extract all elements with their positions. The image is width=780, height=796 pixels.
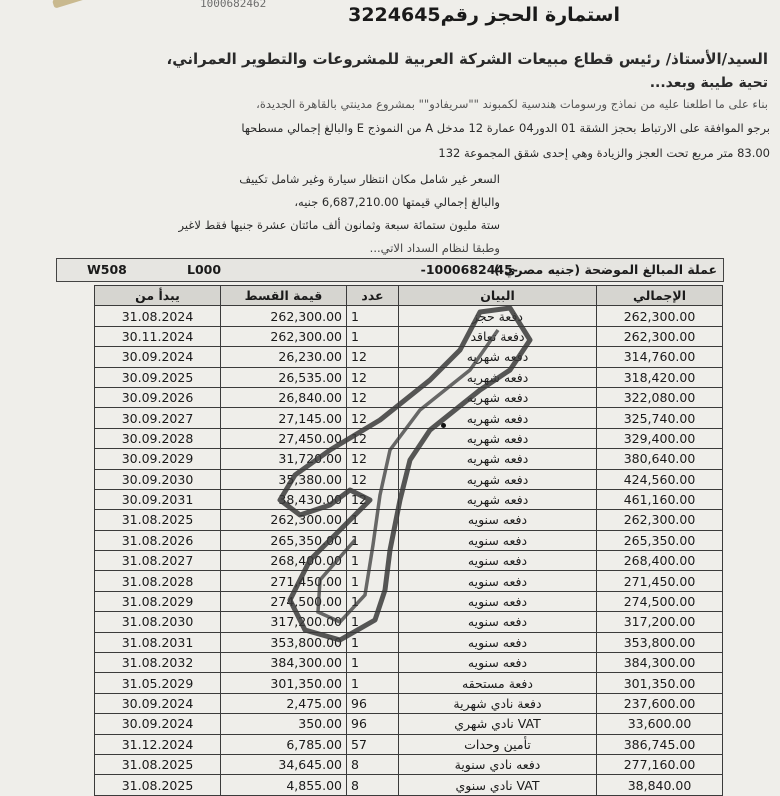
cell-total: 386,745.00 [597, 734, 723, 754]
cell-description: دفعة مستحقه [399, 673, 597, 693]
cell-total: 301,350.00 [597, 673, 723, 693]
cell-installment: 353,800.00 [221, 632, 347, 652]
cell-description: تأمين وحدات [399, 734, 597, 754]
table-row [95, 653, 723, 673]
cell-count: 12 [347, 469, 399, 489]
cell-date: 31.08.2030 [95, 612, 221, 632]
table-row [95, 530, 723, 550]
table-row [95, 734, 723, 754]
cell-description: دفعه شهريه [399, 387, 597, 407]
cell-total: 322,080.00 [597, 387, 723, 407]
cell-count: 1 [347, 510, 399, 530]
table-row [95, 469, 723, 489]
cell-count: 1 [347, 632, 399, 652]
cell-count: 12 [347, 347, 399, 367]
cell-total: 325,740.00 [597, 408, 723, 428]
cell-total: 38,840.00 [597, 775, 723, 795]
cell-count: 1 [347, 673, 399, 693]
cell-installment: 35,380.00 [221, 469, 347, 489]
cell-description: دفعة تعاقد [399, 326, 597, 346]
cell-count: 1 [347, 571, 399, 591]
cell-description: دفعه شهريه [399, 489, 597, 509]
cell-date: 31.08.2029 [95, 591, 221, 611]
cell-date: 31.05.2029 [95, 673, 221, 693]
table-row [95, 489, 723, 509]
cell-description: دفعه شهريه [399, 408, 597, 428]
cell-count: 12 [347, 428, 399, 448]
cell-count: 1 [347, 591, 399, 611]
cell-description: دفعه نادي سنوية [399, 754, 597, 774]
cell-total: 329,400.00 [597, 428, 723, 448]
cell-date: 30.09.2031 [95, 489, 221, 509]
cell-count: 1 [347, 551, 399, 571]
table-row [95, 591, 723, 611]
table-row [95, 387, 723, 407]
ink-dot [441, 423, 446, 428]
total-in-words-line: ستة مليون ستمائة سبعة وثمانون ألف مائتان عشرة جنيها فقط لاغير [178, 218, 500, 232]
cell-total: 424,560.00 [597, 469, 723, 489]
cell-installment: 301,350.00 [221, 673, 347, 693]
cell-installment: 4,855.00 [221, 775, 347, 795]
pen-tip [52, 0, 107, 9]
cell-count: 96 [347, 714, 399, 734]
table-row [95, 754, 723, 774]
cell-date: 30.09.2024 [95, 693, 221, 713]
cell-date: 31.08.2026 [95, 530, 221, 550]
cell-total: 262,300.00 [597, 306, 723, 326]
cell-installment: 265,350.00 [221, 530, 347, 550]
form-title: استمارة الحجز رقم3224645 [348, 4, 620, 26]
header-date: يبدأ من [95, 286, 221, 306]
letter-line-5: 83.00 متر مربع تحت العجز والزيادة وهي إحدى شقق المجموعة 132 [438, 146, 770, 160]
cell-total: 274,500.00 [597, 591, 723, 611]
addressee-line: السيد/الأستاذ/ رئيس قطاع مبيعات الشركة العربية للمشروعات والتطوير العمراني، [166, 50, 768, 68]
table-row [95, 449, 723, 469]
table-row [95, 673, 723, 693]
cell-description: دفعه شهريه [399, 449, 597, 469]
cell-date: 30.09.2029 [95, 449, 221, 469]
cell-description: دفعه سنويه [399, 530, 597, 550]
cell-date: 30.09.2030 [95, 469, 221, 489]
cell-installment: 262,300.00 [221, 510, 347, 530]
cell-installment: 31,720.00 [221, 449, 347, 469]
cell-date: 31.08.2027 [95, 551, 221, 571]
cell-installment: 317,200.00 [221, 612, 347, 632]
cell-date: 31.08.2028 [95, 571, 221, 591]
header-installment: قيمة القسط [221, 286, 347, 306]
cell-installment: 27,450.00 [221, 428, 347, 448]
cell-count: 1 [347, 653, 399, 673]
cell-total: 317,200.00 [597, 612, 723, 632]
cell-installment: 268,400.00 [221, 551, 347, 571]
table-row [95, 775, 723, 795]
cell-total: 380,640.00 [597, 449, 723, 469]
table-row [95, 510, 723, 530]
letter-line-4: برجو الموافقة على الارتباط بحجز الشقة 01 الدور04 عمارة 12 مدخل A من النموذج E والبالغ إجمالي مسطحها [241, 121, 770, 135]
cell-installment: 6,785.00 [221, 734, 347, 754]
cell-count: 96 [347, 693, 399, 713]
table-row [95, 428, 723, 448]
table-header-row [95, 286, 723, 306]
cell-date: 30.09.2027 [95, 408, 221, 428]
currency-bar-label: عملة المبالغ الموضحة (جنيه مصري ) [493, 262, 717, 277]
payment-schedule-table [94, 285, 723, 796]
cell-count: 1 [347, 306, 399, 326]
cell-installment: 26,840.00 [221, 387, 347, 407]
cell-installment: 34,645.00 [221, 754, 347, 774]
table-row [95, 326, 723, 346]
cell-description: دفعه سنويه [399, 551, 597, 571]
cell-total: 277,160.00 [597, 754, 723, 774]
table-row [95, 632, 723, 652]
table-row [95, 306, 723, 326]
cell-count: 1 [347, 612, 399, 632]
cell-installment: 26,230.00 [221, 347, 347, 367]
cell-total: 33,600.00 [597, 714, 723, 734]
cell-date: 31.08.2025 [95, 754, 221, 774]
table-row [95, 347, 723, 367]
table-row [95, 693, 723, 713]
cell-count: 12 [347, 408, 399, 428]
cell-total: 461,160.00 [597, 489, 723, 509]
greeting-line: تحية طيبة وبعد... [649, 75, 768, 91]
cell-count: 57 [347, 734, 399, 754]
cell-count: 12 [347, 449, 399, 469]
cell-date: 31.08.2031 [95, 632, 221, 652]
payment-system-line: وطبقا لنظام السداد الاتي... [369, 241, 500, 255]
cell-count: 12 [347, 387, 399, 407]
table-row [95, 551, 723, 571]
currency-bar-number: -1000682445- [420, 262, 518, 277]
cell-date: 31.08.2025 [95, 775, 221, 795]
cell-description: دفعه شهريه [399, 347, 597, 367]
cell-date: 30.09.2028 [95, 428, 221, 448]
top-reference-number: 1000682462 [200, 0, 267, 10]
cell-installment: 384,300.00 [221, 653, 347, 673]
cell-installment: 2,475.00 [221, 693, 347, 713]
table-row [95, 714, 723, 734]
cell-total: 268,400.00 [597, 551, 723, 571]
cell-installment: 262,300.00 [221, 306, 347, 326]
cell-description: VAT نادي سنوي [399, 775, 597, 795]
cell-installment: 27,145.00 [221, 408, 347, 428]
cell-installment: 262,300.00 [221, 326, 347, 346]
cell-description: دفعه شهريه [399, 469, 597, 489]
header-total: الإجمالي [597, 286, 723, 306]
cell-count: 8 [347, 754, 399, 774]
currency-bar [56, 258, 724, 282]
cell-total: 314,760.00 [597, 347, 723, 367]
cell-date: 30.09.2025 [95, 367, 221, 387]
cell-count: 12 [347, 489, 399, 509]
cell-total: 384,300.00 [597, 653, 723, 673]
cell-description: دفعة حجز [399, 306, 597, 326]
cell-total: 353,800.00 [597, 632, 723, 652]
cell-description: دفعة نادي شهرية [399, 693, 597, 713]
cell-count: 8 [347, 775, 399, 795]
cell-total: 237,600.00 [597, 693, 723, 713]
cell-count: 1 [347, 530, 399, 550]
cell-description: دفعه سنويه [399, 653, 597, 673]
cell-date: 30.09.2024 [95, 714, 221, 734]
cell-count: 12 [347, 367, 399, 387]
cell-description: دفعه سنويه [399, 510, 597, 530]
cell-total: 318,420.00 [597, 367, 723, 387]
cell-date: 30.11.2024 [95, 326, 221, 346]
table-row [95, 571, 723, 591]
cell-description: دفعه سنويه [399, 571, 597, 591]
currency-bar-code: W508 [87, 262, 127, 277]
header-description: البيان [399, 286, 597, 306]
cell-description: دفعه سنويه [399, 632, 597, 652]
cell-description: دفعه سنويه [399, 591, 597, 611]
cell-description: دفعه سنويه [399, 612, 597, 632]
cell-installment: 26,535.00 [221, 367, 347, 387]
cell-date: 31.08.2024 [95, 306, 221, 326]
cell-date: 31.08.2032 [95, 653, 221, 673]
cell-date: 31.12.2024 [95, 734, 221, 754]
cell-installment: 274,500.00 [221, 591, 347, 611]
cell-installment: 350.00 [221, 714, 347, 734]
cell-total: 271,450.00 [597, 571, 723, 591]
table-row [95, 612, 723, 632]
table-row [95, 408, 723, 428]
cell-date: 30.09.2026 [95, 387, 221, 407]
total-value-line: والبالغ إجمالي قيمتها 6,687,210.00 جنيه، [294, 195, 500, 209]
cell-total: 262,300.00 [597, 326, 723, 346]
cell-description: دفعه شهريه [399, 428, 597, 448]
cell-count: 1 [347, 326, 399, 346]
header-count: عدد [347, 286, 399, 306]
letter-line-6: السعر غير شامل مكان انتظار سيارة وغير شامل تكييف [239, 172, 500, 186]
cell-date: 30.09.2024 [95, 347, 221, 367]
currency-bar-loo: L000 [187, 262, 222, 277]
cell-date: 31.08.2025 [95, 510, 221, 530]
letter-line-3: بناء على ما اطلعنا عليه من نماذج ورسومات هندسية لكمبوند ""سريفادو"" بمشروع مدينتي بالقاهرة الجديدة، [256, 97, 768, 111]
cell-description: دفعه شهريه [399, 367, 597, 387]
cell-installment: 38,430.00 [221, 489, 347, 509]
cell-installment: 271,450.00 [221, 571, 347, 591]
cell-total: 262,300.00 [597, 510, 723, 530]
cell-description: VAT نادي شهري [399, 714, 597, 734]
cell-total: 265,350.00 [597, 530, 723, 550]
table-row [95, 367, 723, 387]
